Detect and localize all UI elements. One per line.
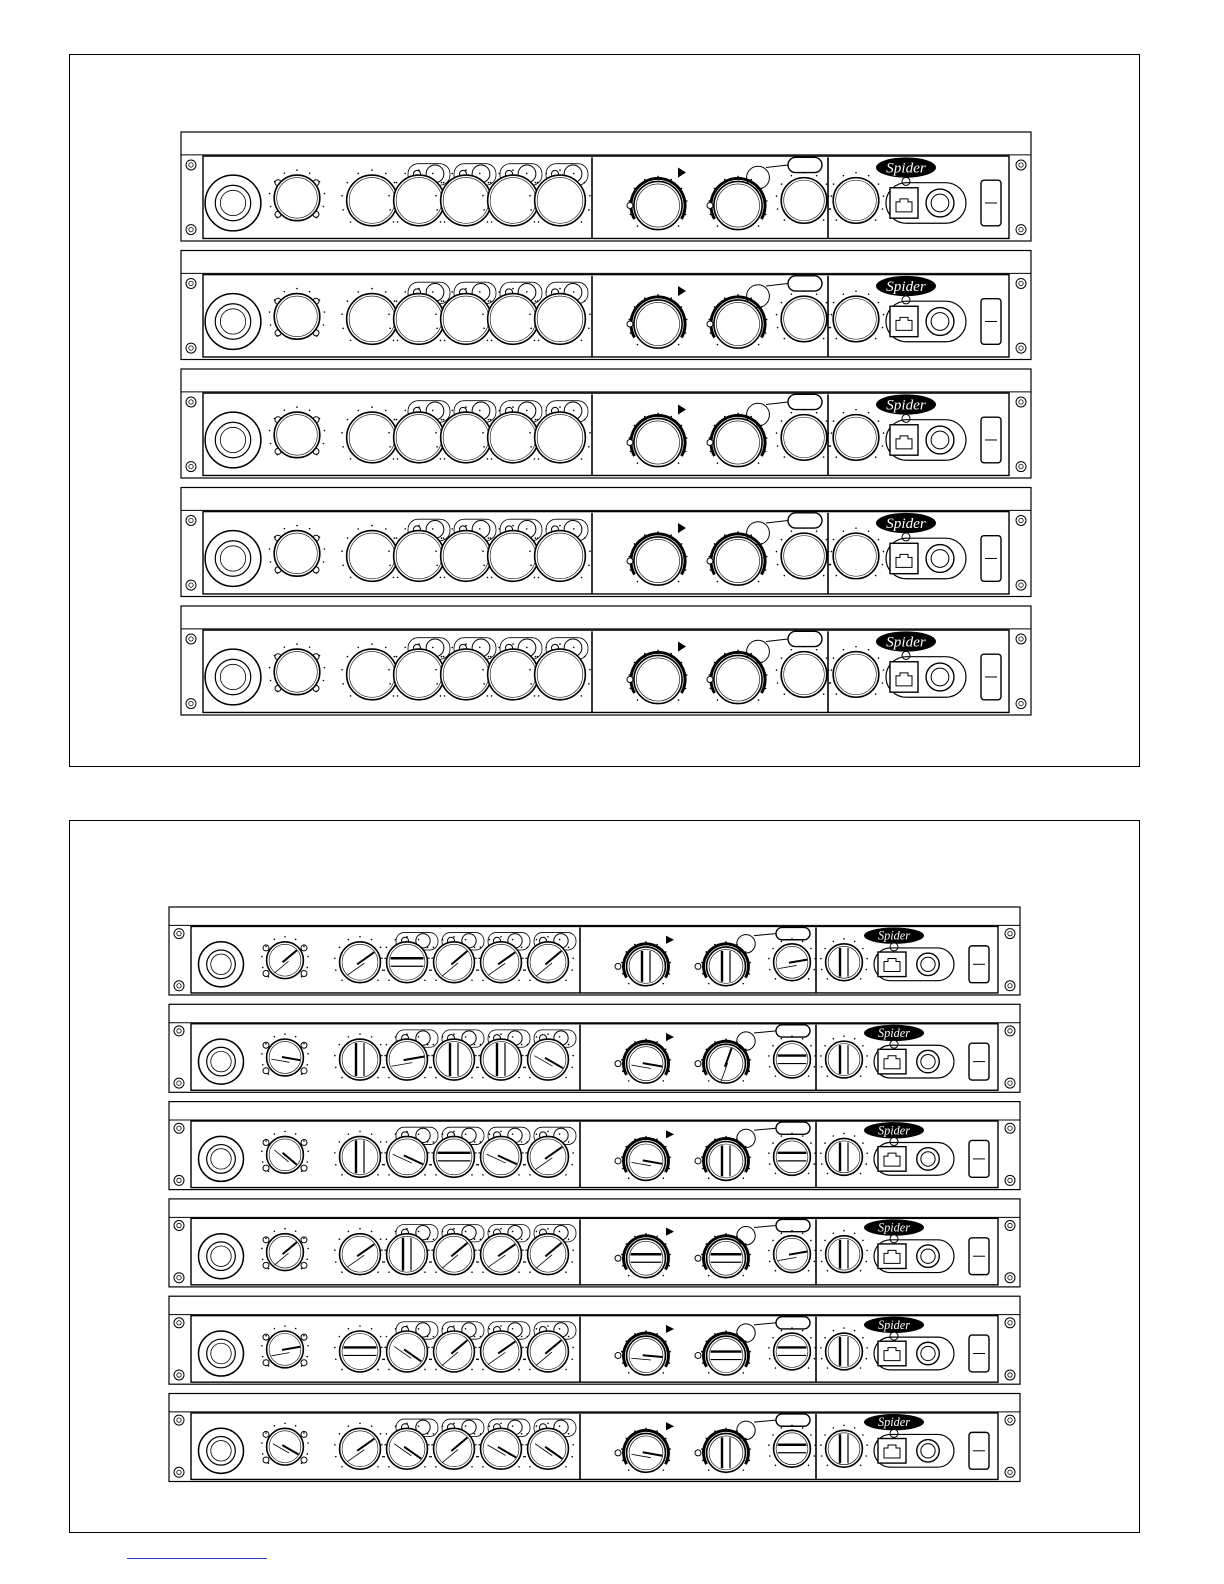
tone-knob-2-body	[387, 942, 428, 983]
tap-led-window	[788, 276, 822, 291]
rack-screw-icon	[186, 515, 196, 525]
tap-led-window	[776, 1025, 810, 1037]
rack-screw-icon	[186, 397, 196, 407]
rack-diagram-top	[70, 55, 1139, 766]
rack-screw-icon	[174, 929, 184, 939]
tone-knob-4-body	[488, 175, 539, 226]
spider-logo-text: Spider	[877, 1220, 911, 1235]
rack-screw-icon	[1005, 1467, 1015, 1477]
rack-screw-icon	[1016, 397, 1026, 407]
tap-led-window	[776, 1317, 810, 1329]
tone-knob-1-body	[340, 1039, 381, 1080]
tone-knob-4-body	[488, 531, 539, 582]
tone-knob-3-body	[434, 1039, 475, 1080]
fx-knob-2-body	[714, 537, 762, 585]
ethernet-port-icon	[890, 188, 918, 218]
tap-led-window	[788, 157, 822, 172]
amp-led-icon	[301, 971, 307, 977]
tone-knob-2-body	[394, 412, 445, 463]
reverb-knob-body	[781, 652, 827, 698]
input-jack-icon	[205, 531, 261, 587]
ethernet-port-icon	[878, 1147, 906, 1172]
input-jack-icon	[198, 1234, 243, 1279]
reverb-knob-body	[774, 1041, 811, 1078]
rack-screw-icon	[1016, 225, 1026, 235]
phones-jack-icon	[926, 426, 954, 454]
tone-knob-4-body	[488, 649, 539, 700]
spider-logo-text: Spider	[886, 278, 926, 296]
amp-led-icon	[263, 1165, 269, 1171]
rack-screw-icon	[1016, 462, 1026, 472]
reverb-knob-body	[774, 1333, 811, 1370]
input-jack-icon	[205, 649, 261, 705]
tap-button	[737, 1129, 755, 1147]
rack-screw-icon	[1016, 343, 1026, 353]
blank-rack-units-rack-unit-2	[181, 251, 1031, 360]
master-volume-knob-body	[833, 533, 879, 579]
input-jack-icon	[205, 412, 261, 468]
rack-screw-icon	[186, 278, 196, 288]
preset-rack-units-rack-unit-5	[169, 1296, 1020, 1384]
phones-jack-icon	[917, 953, 940, 976]
ethernet-port-icon	[890, 306, 918, 336]
reverb-knob-body	[781, 296, 827, 342]
amp-led-icon	[263, 1068, 269, 1074]
tone-knob-5-body	[535, 294, 586, 345]
tone-knob-1-body	[340, 1331, 381, 1372]
tone-knob-3-body	[434, 1136, 475, 1177]
rack-screw-icon	[186, 160, 196, 170]
fx-knob-2-body	[707, 1336, 746, 1375]
master-volume-knob-body	[826, 1236, 863, 1273]
rack-screw-icon	[1016, 278, 1026, 288]
phones-jack-icon	[926, 189, 954, 217]
rack-screw-icon	[1016, 515, 1026, 525]
fx-knob-2-body	[707, 1239, 746, 1278]
amp-model-knob-body	[274, 412, 320, 458]
rack-screw-icon	[174, 981, 184, 991]
tone-knob-1-body	[347, 412, 398, 463]
amp-model-knob-body	[274, 649, 320, 695]
fx-knob-2-body	[707, 947, 746, 986]
rack-screw-icon	[1005, 1415, 1015, 1425]
spider-logo-text: Spider	[877, 1123, 911, 1138]
fx-knob-2-body	[714, 655, 762, 703]
fx-knob-2-body	[714, 300, 762, 348]
tap-led-window	[788, 631, 822, 646]
tap-button	[737, 1032, 755, 1050]
master-volume-knob-body	[833, 178, 879, 224]
spider-logo-text: Spider	[886, 515, 926, 533]
ethernet-port-icon	[878, 1049, 906, 1074]
rack-screw-icon	[186, 634, 196, 644]
tone-knob-5-body	[535, 531, 586, 582]
fx-knob-1-body	[634, 300, 682, 348]
fx-knob-1-body	[634, 537, 682, 585]
tone-knob-3-body	[441, 294, 492, 345]
figure-panel-top	[69, 54, 1140, 767]
preset-rack-units-rack-unit-4	[169, 1199, 1020, 1287]
spider-logo-text: Spider	[877, 1415, 911, 1430]
spider-logo-text: Spider	[886, 159, 926, 177]
input-jack-icon	[198, 1136, 243, 1181]
tone-knob-2-body	[394, 175, 445, 226]
rack-screw-icon	[186, 699, 196, 709]
fx-knob-1-body	[634, 181, 682, 229]
blank-rack-units-rack-unit-3	[181, 369, 1031, 478]
tone-knob-1-body	[340, 1136, 381, 1177]
figure-panel-bottom	[69, 820, 1140, 1533]
tone-knob-5-body	[535, 175, 586, 226]
rack-screw-icon	[1005, 1221, 1015, 1231]
tone-knob-2-body	[394, 649, 445, 700]
tap-led-window	[776, 1219, 810, 1231]
tone-knob-4-body	[488, 294, 539, 345]
rack-screw-icon	[174, 1175, 184, 1185]
fx-knob-1-body	[634, 418, 682, 466]
rack-screw-icon	[174, 1221, 184, 1231]
blank-rack-units-rack-unit-1	[181, 132, 1031, 241]
preset-rack-units-rack-unit-6	[169, 1394, 1020, 1482]
rack-screw-icon	[1005, 1370, 1015, 1380]
amp-model-knob-body	[274, 175, 320, 221]
blank-rack-units-rack-unit-4	[181, 488, 1031, 597]
ethernet-port-icon	[878, 1439, 906, 1464]
tone-knob-1-body	[347, 175, 398, 226]
reverb-knob-body	[774, 1138, 811, 1175]
master-volume-knob-body	[833, 296, 879, 342]
rack-screw-icon	[174, 1370, 184, 1380]
rack-screw-icon	[1016, 160, 1026, 170]
input-jack-icon	[205, 175, 261, 231]
rack-diagram-bottom	[70, 821, 1139, 1532]
spider-logo-text: Spider	[877, 1317, 911, 1332]
tap-button	[737, 1324, 755, 1342]
fx-knob-1-body	[634, 655, 682, 703]
amp-led-icon	[263, 1262, 269, 1268]
ethernet-port-icon	[878, 1341, 906, 1366]
input-jack-icon	[198, 942, 243, 987]
tone-knob-4-body	[488, 412, 539, 463]
rack-screw-icon	[1016, 699, 1026, 709]
tap-led-window	[776, 1122, 810, 1134]
rack-screw-icon	[1005, 1318, 1015, 1328]
input-jack-icon	[205, 294, 261, 350]
input-jack-icon	[198, 1331, 243, 1376]
amp-led-icon	[301, 1068, 307, 1074]
rack-screw-icon	[186, 225, 196, 235]
amp-led-icon	[301, 1262, 307, 1268]
tone-knob-2-body	[387, 1234, 428, 1275]
tone-knob-4-body	[481, 1039, 522, 1080]
preset-rack-units-rack-unit-1	[169, 907, 1020, 995]
reverb-knob-body	[781, 415, 827, 461]
phones-jack-icon	[926, 545, 954, 573]
tone-knob-1-body	[347, 649, 398, 700]
fx-knob-1-body	[627, 1239, 666, 1278]
tap-button	[737, 1421, 755, 1439]
rack-screw-icon	[1016, 634, 1026, 644]
tap-led-window	[788, 394, 822, 409]
master-volume-knob-body	[833, 415, 879, 461]
reverb-knob-body	[781, 533, 827, 579]
amp-model-knob-body	[274, 294, 320, 340]
tone-knob-5-body	[535, 649, 586, 700]
master-volume-knob-body	[826, 1138, 863, 1175]
rack-screw-icon	[1005, 981, 1015, 991]
tap-led-window	[788, 513, 822, 528]
rack-screw-icon	[1005, 929, 1015, 939]
preset-rack-units-rack-unit-2	[169, 1004, 1020, 1092]
footer-link-underline	[127, 1558, 267, 1559]
rack-screw-icon	[1016, 580, 1026, 590]
spider-logo-text: Spider	[877, 1026, 911, 1041]
rack-screw-icon	[174, 1318, 184, 1328]
amp-led-icon	[301, 1457, 307, 1463]
phones-jack-icon	[926, 663, 954, 691]
rack-screw-icon	[1005, 1078, 1015, 1088]
tone-knob-2-body	[394, 531, 445, 582]
rack-screw-icon	[174, 1415, 184, 1425]
rack-screw-icon	[186, 580, 196, 590]
input-jack-icon	[198, 1428, 243, 1473]
amp-led-icon	[263, 971, 269, 977]
amp-model-knob-body	[274, 531, 320, 577]
phones-jack-icon	[917, 1245, 940, 1268]
rack-screw-icon	[174, 1078, 184, 1088]
rack-screw-icon	[1005, 1273, 1015, 1283]
tap-led-window	[776, 927, 810, 939]
tap-button	[737, 935, 755, 953]
fx-knob-2-body	[707, 1142, 746, 1181]
rack-screw-icon	[174, 1273, 184, 1283]
phones-jack-icon	[917, 1440, 940, 1463]
reverb-knob-body	[781, 178, 827, 224]
ethernet-port-icon	[878, 1244, 906, 1269]
fx-knob-2-body	[707, 1433, 746, 1472]
ethernet-port-icon	[890, 425, 918, 455]
rack-screw-icon	[1005, 1123, 1015, 1133]
spider-logo-text: Spider	[886, 396, 926, 414]
tone-knob-5-body	[535, 412, 586, 463]
fx-knob-1-body	[627, 947, 666, 986]
spider-logo-text: Spider	[886, 633, 926, 651]
phones-jack-icon	[917, 1148, 940, 1171]
amp-led-icon	[263, 1360, 269, 1366]
reverb-knob-body	[774, 1430, 811, 1467]
ethernet-port-icon	[890, 543, 918, 573]
input-jack-icon	[198, 1039, 243, 1084]
master-volume-knob-body	[826, 1041, 863, 1078]
tone-knob-1-body	[347, 294, 398, 345]
master-volume-knob-body	[826, 1430, 863, 1467]
phones-jack-icon	[917, 1342, 940, 1365]
phones-jack-icon	[917, 1050, 940, 1073]
amp-led-icon	[301, 1360, 307, 1366]
blank-rack-units-rack-unit-5	[181, 606, 1031, 715]
spider-logo-text: Spider	[877, 928, 911, 943]
tone-knob-3-body	[441, 175, 492, 226]
rack-screw-icon	[1005, 1175, 1015, 1185]
tap-button	[737, 1227, 755, 1245]
phones-jack-icon	[926, 308, 954, 336]
fx-knob-2-body	[714, 181, 762, 229]
rack-screw-icon	[174, 1467, 184, 1477]
fx-knob-2-body	[714, 418, 762, 466]
tap-led-window	[776, 1414, 810, 1426]
rack-screw-icon	[174, 1026, 184, 1036]
tone-knob-3-body	[441, 649, 492, 700]
amp-led-icon	[301, 1165, 307, 1171]
ethernet-port-icon	[890, 662, 918, 692]
tone-knob-2-body	[394, 294, 445, 345]
rack-screw-icon	[174, 1123, 184, 1133]
master-volume-knob-body	[833, 652, 879, 698]
rack-screw-icon	[186, 343, 196, 353]
tone-knob-3-body	[441, 531, 492, 582]
rack-screw-icon	[1005, 1026, 1015, 1036]
tone-knob-3-body	[441, 412, 492, 463]
master-volume-knob-body	[826, 1333, 863, 1370]
rack-screw-icon	[186, 462, 196, 472]
tone-knob-1-body	[347, 531, 398, 582]
master-volume-knob-body	[826, 944, 863, 981]
amp-led-icon	[263, 1457, 269, 1463]
ethernet-port-icon	[878, 952, 906, 977]
preset-rack-units-rack-unit-3	[169, 1102, 1020, 1190]
